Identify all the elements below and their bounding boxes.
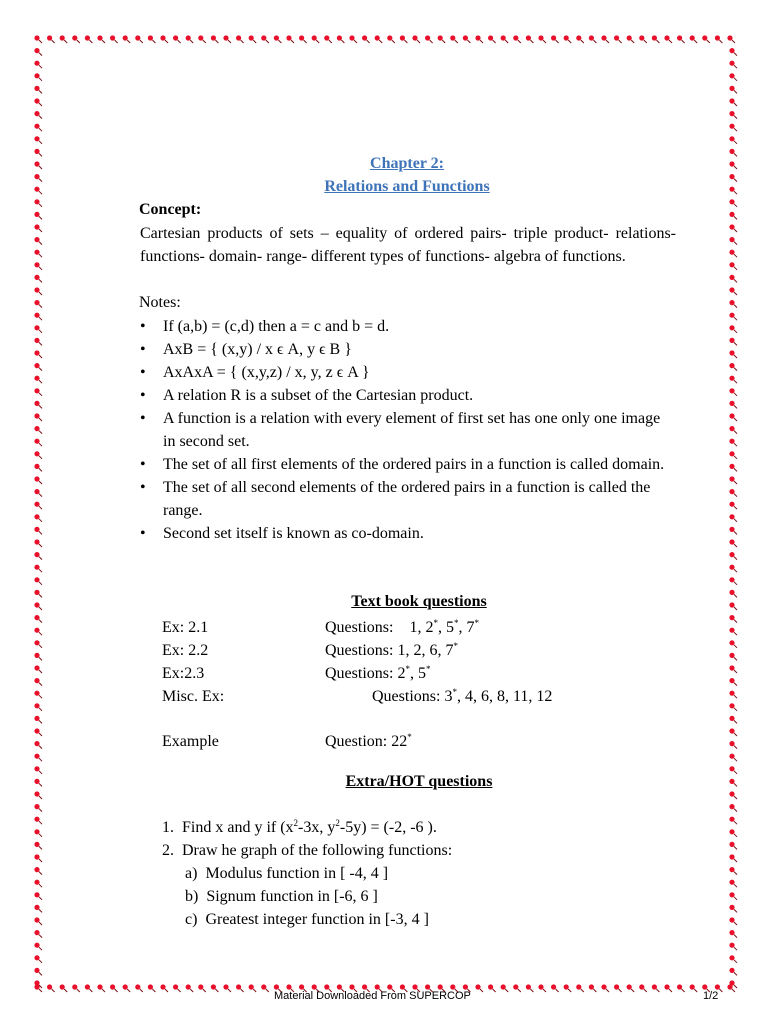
notes-list xyxy=(140,315,680,545)
list-item: • The set of all second elements of the ordered pairs in a function is called the range. xyxy=(140,479,651,519)
question-2: 2. Draw he graph of the following functions: xyxy=(162,842,453,859)
chapter-title: Relations and Functions xyxy=(324,178,490,195)
extra-questions-title: Extra/HOT questions xyxy=(345,773,493,790)
sub-question: c) Greatest integer function in [-3, 4 ] xyxy=(185,911,429,928)
textbook-questions-title: Text book questions xyxy=(351,593,487,610)
footer-source: Material Downloaded From SUPERCOP xyxy=(274,990,471,1002)
exercise-label: Ex: 2.1 xyxy=(162,619,209,636)
notes-label: Notes: xyxy=(139,294,181,311)
list-item: • A relation R is a subset of the Cartesian product. xyxy=(140,387,474,404)
question-1: 1. Find x and y if ($x^2-3x$, $y^2-5y) = (-2$, -6 ). xyxy=(162,818,437,836)
exercise-label: Ex: 2.2 xyxy=(162,642,209,659)
list-item: • AxB = { (x,y) / x ϵ A, y ϵ B } xyxy=(140,341,352,358)
concept-text: Cartesian products of sets – equality of ordered pairs- triple product- relations- functions- domain- range- different types of functions- algebra of functions. xyxy=(140,225,676,265)
exercise-questions: Question: 22* xyxy=(325,732,412,750)
exercise-label: Misc. Ex: xyxy=(162,688,225,705)
concept-label: Concept: xyxy=(139,201,202,218)
list-item: • If (a,b) = (c,d) then a = c and b = d. xyxy=(140,318,390,335)
exercise-questions: Questions: 2*, 5* xyxy=(325,664,431,682)
sub-question: a) Modulus function in [ -4, 4 ] xyxy=(185,865,389,882)
list-item: • The set of all first elements of the ordered pairs in a function is called domain. xyxy=(140,456,665,473)
exercise-questions: Questions: 3*, 4, 6, 8, 11, 12 xyxy=(372,687,553,705)
list-item: • Second set itself is known as co-domain. xyxy=(140,525,424,542)
exercise-label: Ex:2.3 xyxy=(162,665,205,682)
list-item: • AxAxA = { (x,y,z) / x, y, z ϵ A } xyxy=(140,364,370,381)
exercise-questions: Questions: 1, 2*, 5*, 7* xyxy=(325,618,479,636)
exercise-questions: Questions: 1, 2, 6, 7* xyxy=(325,641,458,659)
footer-page-number: 1/2 xyxy=(703,990,719,1002)
exercise-label: Example xyxy=(162,733,219,750)
chapter-number: Chapter 2: xyxy=(370,155,444,172)
sub-question: b) Signum function in [-6, 6 ] xyxy=(185,888,378,905)
list-item: • A function is a relation with every element of first set has one only one image in second set. xyxy=(140,410,661,450)
